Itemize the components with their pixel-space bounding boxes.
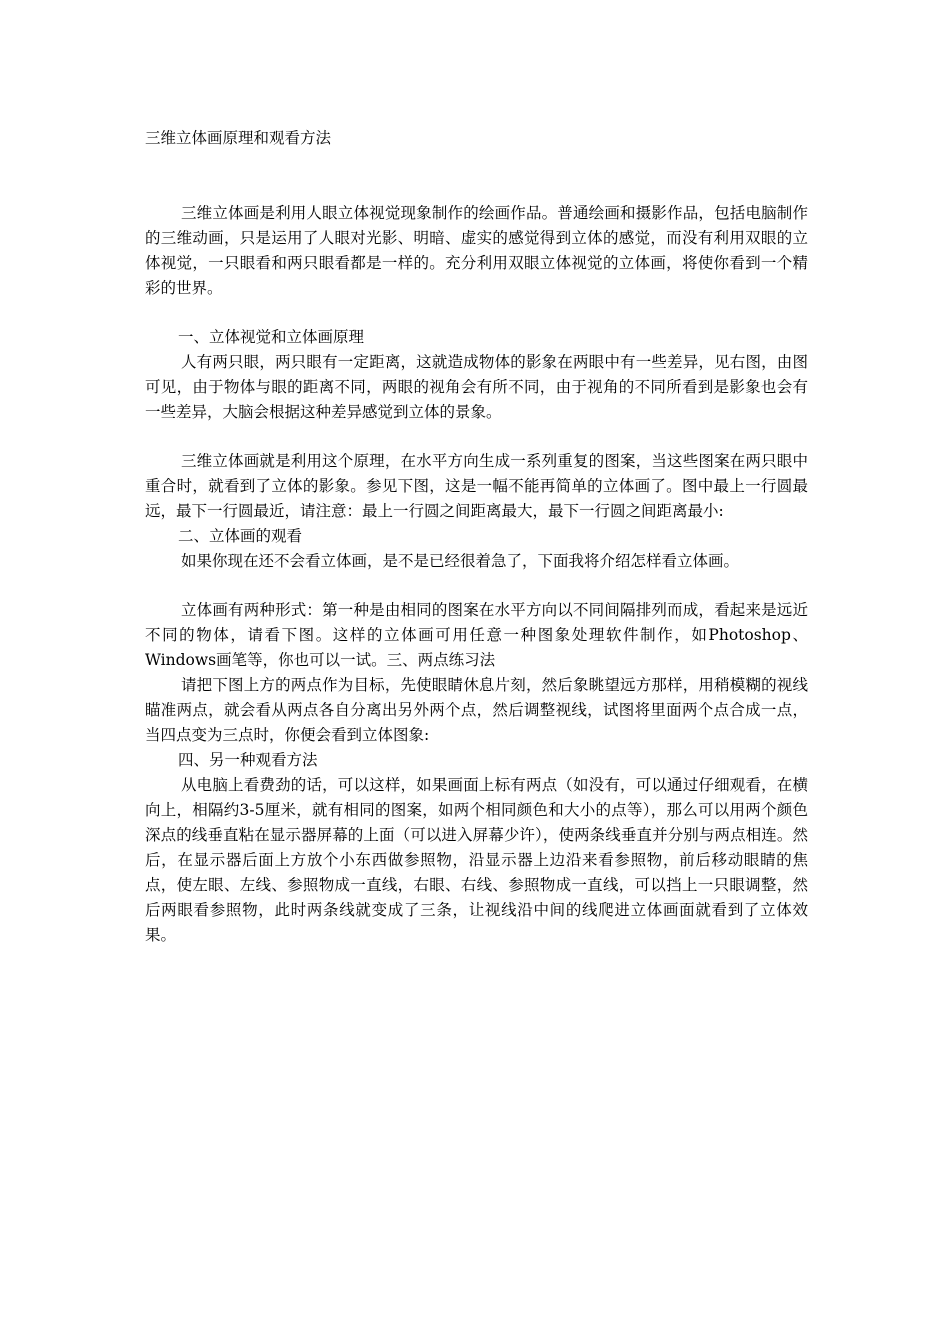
paragraph-other-method: 从电脑上看费劲的话，可以这样，如果画面上标有两点（如没有，可以通过仔细观看，在横向上，相隔约3-5厘米，就有相同的图案，如两个相同颜色和大小的点等），那么可以用两个颜色深点的线垂直粘在显示器屏幕的上面（可以进入屏幕少许），使两条线垂直并分别与两点相连。然后，在显示器后面上方放个小东西做参照物，沿显示器上边沿来看参照物，前后移动眼睛的焦点，使左眼、左线、参照物成一直线，右眼、右线、参照物成一直线，可以挡上一只眼调整，然后两眼看参照物，此时两条线就变成了三条，让视线沿中间的线爬进立体画面就看到了立体效果。 <box>145 776 808 944</box>
section-heading-4: 四、另一种观看方法 <box>178 751 318 769</box>
paragraph-stereogram: 三维立体画就是利用这个原理，在水平方向生成一系列重复的图案，当这些图案在两只眼中重合时，就看到了立体的影象。参见下图，这是一幅不能再简单的立体画了。图中最上一行圆最远，最下一行圆最近，请注意：最上一行圆之间距离最大，最下一行圆之间距离最小: <box>145 452 808 520</box>
paragraph-principle: 人有两只眼，两只眼有一定距离，这就造成物体的影象在两眼中有一些差异，见右图，由图可见，由于物体与眼的距离不同，两眼的视角会有所不同，由于视角的不同所看到是影象也会有一些差异，大脑会根据这种差异感觉到立体的景象。 <box>145 353 808 421</box>
document-page <box>145 127 808 948</box>
paragraph-two-points: 请把下图上方的两点作为目标，先使眼睛休息片刻，然后象眺望远方那样，用稍模糊的视线瞄准两点，就会看从两点各自分离出另外两个点，然后调整视线，试图将里面两个点合成一点，当四点变为三点时，你便会看到立体图象: <box>145 676 808 744</box>
document-title: 三维立体画原理和观看方法 <box>145 129 332 147</box>
paragraph-viewing: 如果你现在还不会看立体画，是不是已经很着急了，下面我将介绍怎样看立体画。 <box>181 552 740 570</box>
section-heading-1: 一、立体视觉和立体画原理 <box>178 328 365 346</box>
section-heading-2: 二、立体画的观看 <box>178 527 303 545</box>
paragraph-intro: 三维立体画是利用人眼立体视觉现象制作的绘画作品。普通绘画和摄影作品，包括电脑制作的三维动画，只是运用了人眼对光影、明暗、虚实的感觉得到立体的感觉，而没有利用双眼的立体视觉，一只眼看和两只眼看都是一样的。充分利用双眼立体视觉的立体画，将使你看到一个精彩的世界。 <box>145 204 808 297</box>
paragraph-forms: 立体画有两种形式：第一种是由相同的图案在水平方向以不同间隔排列而成，看起来是远近不同的物体，请看下图。这样的立体画可用任意一种图象处理软件制作，如Photoshop、Windows画笔等，你也可以一试。三、两点练习法 <box>145 601 808 669</box>
